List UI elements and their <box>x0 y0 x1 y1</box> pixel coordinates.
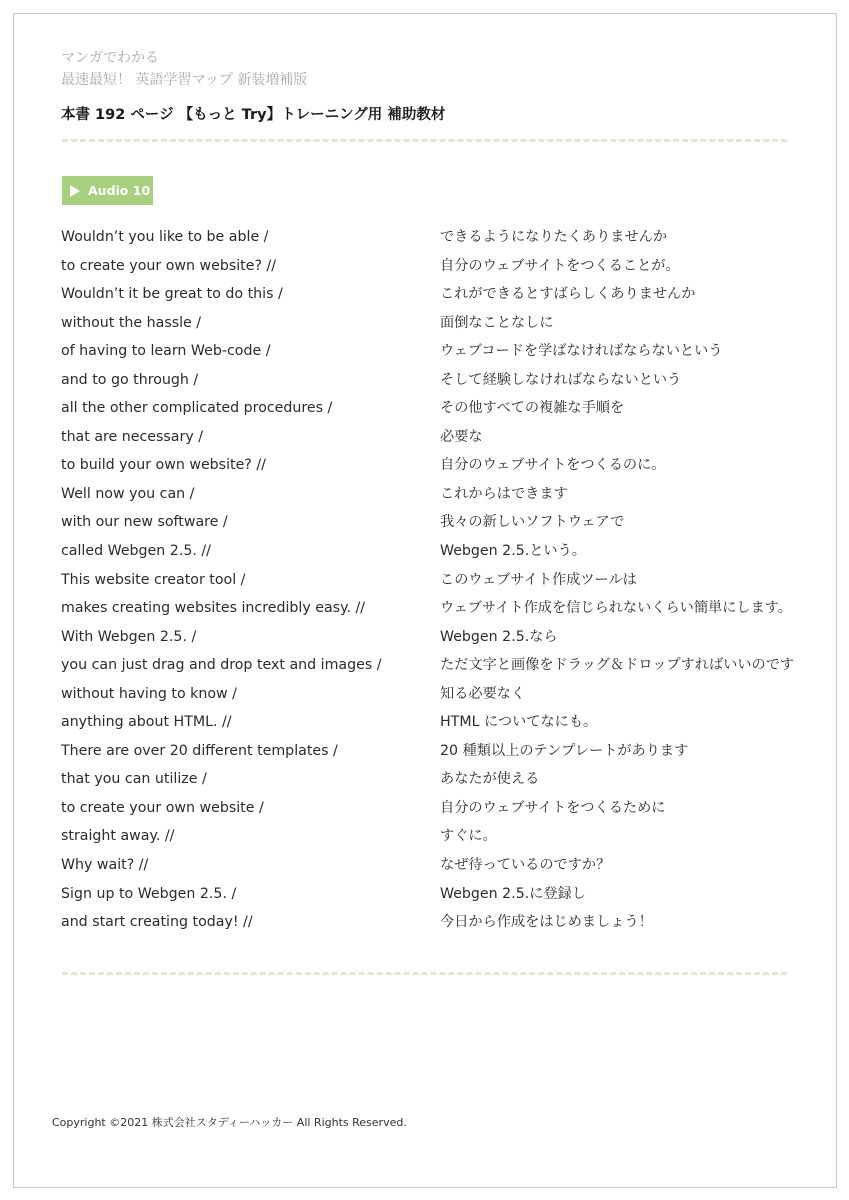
copyright-footer: Copyright ©2021 株式会社スタディーハッカー All Rights Reserved. <box>52 1116 407 1129</box>
japanese-line: 必要な <box>440 428 483 445</box>
transcript-row <box>61 822 821 851</box>
transcript-row <box>61 394 821 423</box>
transcript-row <box>61 337 821 366</box>
english-line: There are over 20 different templates / <box>61 742 338 759</box>
japanese-line: 今日から作成をはじめましょう！ <box>440 914 653 931</box>
english-line: and start creating today! // <box>61 914 253 931</box>
english-line: Wouldn’t it be great to do this / <box>61 286 283 303</box>
japanese-line: このウェブサイト作成ツールは <box>440 571 637 588</box>
japanese-line: ウェブサイト作成を信じられないくらい簡単にします。 <box>440 600 792 617</box>
english-line: that you can utilize / <box>61 771 207 788</box>
transcript-row <box>61 651 821 680</box>
japanese-line: これができるとすばらしくありませんか <box>440 286 696 303</box>
english-line: you can just drag and drop text and images / <box>61 657 382 674</box>
transcript-row <box>61 366 821 395</box>
japanese-line: その他すべての複雑な手順を <box>440 400 625 417</box>
japanese-line: 面倒なことなしに <box>440 314 554 331</box>
english-line: makes creating websites incredibly easy. // <box>61 600 366 617</box>
japanese-line: 知る必要なく <box>440 685 526 702</box>
transcript-row <box>61 280 821 309</box>
top-divider <box>62 139 787 142</box>
transcript-row <box>61 451 821 480</box>
transcript-lines <box>61 223 821 937</box>
transcript-row <box>61 480 821 509</box>
book-subtitle-line2: 最速最短！ 英語学習マップ 新装増補版 <box>61 72 308 88</box>
japanese-line: HTML についてなにも。 <box>440 714 598 731</box>
english-line: to build your own website? // <box>61 457 266 474</box>
japanese-line: Webgen 2.5.という。 <box>440 543 586 560</box>
english-line: to create your own website? // <box>61 257 277 274</box>
japanese-line: 自分のウェブサイトをつくることが。 <box>440 257 680 274</box>
transcript-row <box>61 880 821 909</box>
english-line: Why wait? // <box>61 857 149 874</box>
transcript-row <box>61 423 821 452</box>
english-line: called Webgen 2.5. // <box>61 543 211 560</box>
japanese-line: すぐに。 <box>440 828 497 845</box>
japanese-line: Webgen 2.5.に登録し <box>440 885 586 902</box>
english-line: anything about HTML. // <box>61 714 232 731</box>
english-line: straight away. // <box>61 828 175 845</box>
transcript-row <box>61 908 821 937</box>
transcript-row <box>61 765 821 794</box>
japanese-line: ウェブコードを学ばなければならないという <box>440 343 723 360</box>
japanese-line: 自分のウェブサイトをつくるのに。 <box>440 457 666 474</box>
japanese-line: 20 種類以上のテンプレートがあります <box>440 742 689 759</box>
english-line: and to go through / <box>61 371 199 388</box>
play-icon <box>70 185 80 197</box>
transcript-row <box>61 309 821 338</box>
english-line: to create your own website / <box>61 799 264 816</box>
page-title: 本書 192 ページ 【もっと Try】トレーニング用 補助教材 <box>61 107 446 123</box>
transcript-row <box>61 223 821 252</box>
bottom-divider <box>62 972 787 975</box>
transcript-row <box>61 594 821 623</box>
japanese-line: なぜ待っているのですか？ <box>440 857 611 874</box>
english-line: Wouldn’t you like to be able / <box>61 229 269 245</box>
english-line: of having to learn Web-code / <box>61 343 271 360</box>
japanese-line: これからはできます <box>440 485 568 502</box>
english-line: that are necessary / <box>61 428 204 445</box>
transcript-row <box>61 680 821 709</box>
japanese-line: Webgen 2.5.なら <box>440 628 558 645</box>
transcript-row <box>61 566 821 595</box>
transcript-row <box>61 708 821 737</box>
english-line: Well now you can / <box>61 485 195 502</box>
english-line: with our new software / <box>61 514 228 531</box>
audio-label: Audio 10 <box>88 183 151 198</box>
transcript-row <box>61 794 821 823</box>
transcript-row <box>61 737 821 766</box>
english-line: Sign up to Webgen 2.5. / <box>61 885 237 902</box>
audio-badge <box>62 176 153 205</box>
english-line: without having to know / <box>61 685 237 702</box>
english-line: This website creator tool / <box>61 571 246 588</box>
japanese-line: あなたが使える <box>440 771 540 788</box>
transcript-row <box>61 623 821 652</box>
book-subtitle-line1: マンガでわかる <box>61 50 159 66</box>
japanese-line: ただ文字と画像をドラッグ＆ドロップすればいいのです <box>440 657 795 674</box>
transcript-row <box>61 537 821 566</box>
english-line: all the other complicated procedures / <box>61 400 333 417</box>
japanese-line: そして経験しなければならないという <box>440 371 682 388</box>
transcript-row <box>61 851 821 880</box>
english-line: With Webgen 2.5. / <box>61 628 197 645</box>
english-line: without the hassle / <box>61 314 202 331</box>
transcript-row <box>61 508 821 537</box>
japanese-line: できるようになりたくありませんか <box>440 229 668 245</box>
japanese-line: 我々の新しいソフトウェアで <box>440 514 625 531</box>
transcript-row <box>61 252 821 281</box>
japanese-line: 自分のウェブサイトをつくるために <box>440 799 666 816</box>
